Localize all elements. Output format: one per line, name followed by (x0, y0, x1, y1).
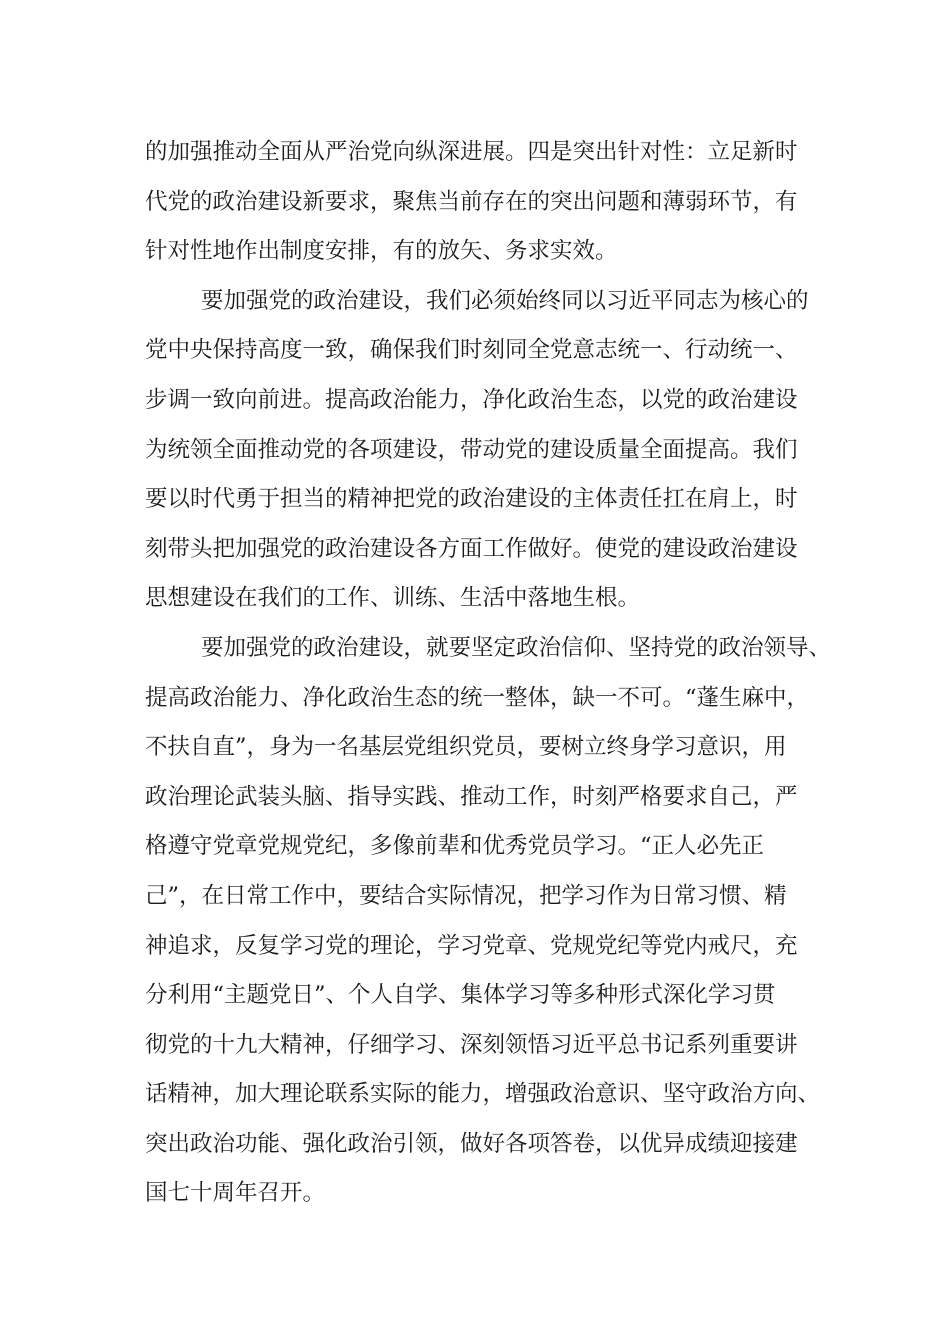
text-line: 突出政治功能、强化政治引领，做好各项答卷，以优异成绩迎接建 (145, 1130, 798, 1157)
text-line: 要加强党的政治建设，就要坚定政治信仰、坚持党的政治领导、 (201, 634, 832, 661)
text-line: 神追求，反复学习党的理论，学习党章、党规党纪等党内戒尺，充 (145, 932, 798, 959)
paragraph-1 (145, 128, 815, 277)
text-line: 为统领全面推动党的各项建设，带动党的建设质量全面提高。我们 (145, 436, 798, 463)
text-line: 格遵守党章党规党纪，多像前辈和优秀党员学习。“正人必先正 (145, 833, 765, 860)
text-line: 己”，在日常工作中，要结合实际情况，把学习作为日常习惯、精 (145, 882, 787, 909)
text-line: 要加强党的政治建设，我们必须始终同以习近平同志为核心的 (201, 287, 809, 314)
text-line: 刻带头把加强党的政治建设各方面工作做好。使党的建设政治建设 (145, 535, 798, 562)
text-line: 分利用“主题党日”、个人自学、集体学习等多种形式深化学习贯 (145, 982, 776, 1009)
text-line: 不扶自直”，身为一名基层党组织党员，要树立终身学习意识，用 (145, 734, 787, 761)
text-line: 党中央保持高度一致，确保我们时刻同全党意志统一、行动统一、 (145, 337, 798, 364)
text-line: 话精神，加大理论联系实际的能力，增强政治意识、坚守政治方向、 (145, 1081, 821, 1108)
text-line: 思想建设在我们的工作、训练、生活中落地生根。 (145, 585, 641, 612)
text-line: 针对性地作出制度安排，有的放矢、务求实效。 (145, 238, 618, 265)
text-line: 的加强推动全面从严治党向纵深进展。四是突出针对性：立足新时 (145, 139, 798, 165)
text-line: 政治理论武装头脑、指导实践、推动工作，时刻严格要求自己，严 (145, 783, 798, 810)
text-line: 步调一致向前进。提高政治能力，净化政治生态，以党的政治建设 (145, 386, 798, 413)
paragraph-3 (145, 624, 832, 1219)
text-line: 要以时代勇于担当的精神把党的政治建设的主体责任扛在肩上，时 (145, 486, 798, 513)
text-line: 提高政治能力、净化政治生态的统一整体，缺一不可。“蓬生麻中， (145, 684, 810, 711)
text-line: 国七十周年召开。 (145, 1180, 326, 1207)
document-body (145, 128, 832, 1219)
paragraph-2 (145, 277, 815, 624)
text-line: 代党的政治建设新要求，聚焦当前存在的突出问题和薄弱环节，有 (145, 188, 798, 215)
text-line: 彻党的十九大精神，仔细学习、深刻领悟习近平总书记系列重要讲 (145, 1031, 798, 1058)
